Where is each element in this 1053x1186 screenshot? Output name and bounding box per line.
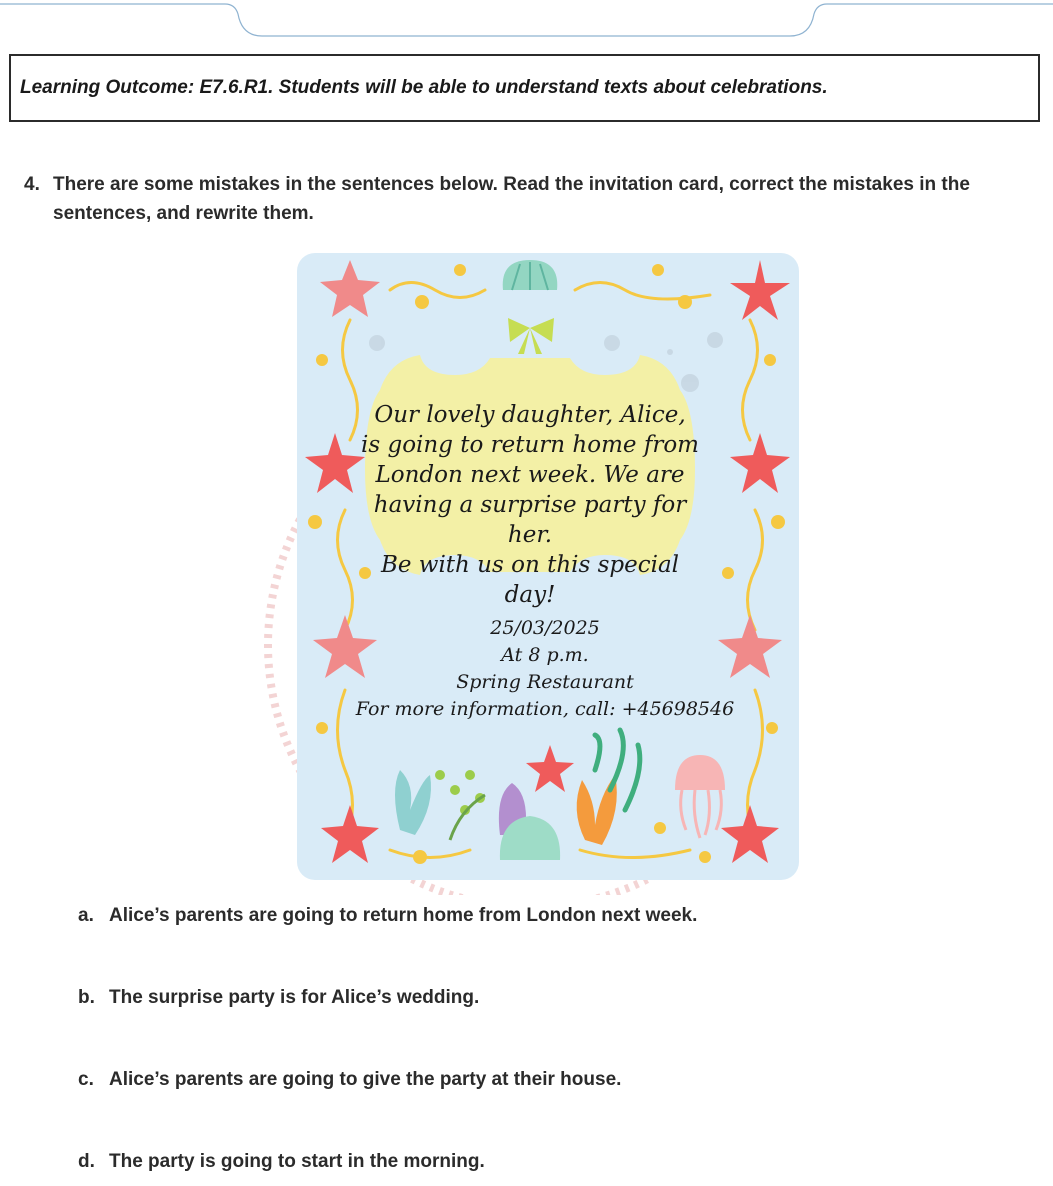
statement-letter: b. <box>78 987 95 1008</box>
party-date: 25/03/2025 <box>490 617 600 639</box>
question-4 <box>24 170 1034 228</box>
statement-letter: d. <box>78 1151 95 1172</box>
party-place: Spring Restaurant <box>456 671 634 693</box>
invitation-details <box>320 615 770 723</box>
question-instructions: There are some mistakes in the sentences below. Read the invitation card, correct the mistakes in the sentences, and rewrite them. <box>53 174 970 224</box>
header-tab-decoration <box>0 0 1053 40</box>
statement-c <box>78 1069 621 1091</box>
contact-info: For more information, call: +45698546 <box>355 698 735 720</box>
statement-letter: a. <box>78 905 94 926</box>
message-line: Our lovely daughter, Alice, <box>374 402 686 428</box>
statement-text: The surprise party is for Alice’s wedding. <box>109 987 480 1008</box>
statement-text: Alice’s parents are going to give the party at their house. <box>109 1069 622 1090</box>
message-line: Be with us on this special day! <box>380 552 680 608</box>
statement-text: Alice’s parents are going to return home from London next week. <box>109 905 698 926</box>
learning-outcome-box <box>9 54 1040 122</box>
statement-a <box>78 905 697 927</box>
statement-letter: c. <box>78 1069 94 1090</box>
invitation-card <box>250 250 810 895</box>
message-line: London next week. We are <box>375 462 685 488</box>
learning-outcome-text: Learning Outcome: E7.6.R1. Students will be able to understand texts about celebrations. <box>20 77 828 98</box>
message-line: having a surprise party for her. <box>373 492 687 548</box>
message-line: is going to return home from <box>361 432 699 458</box>
statement-b <box>78 987 479 1009</box>
party-time: At 8 p.m. <box>501 644 589 666</box>
question-number: 4. <box>24 174 40 195</box>
statement-text: The party is going to start in the morning. <box>109 1151 485 1172</box>
statement-d <box>78 1151 485 1173</box>
invitation-message <box>360 400 700 610</box>
